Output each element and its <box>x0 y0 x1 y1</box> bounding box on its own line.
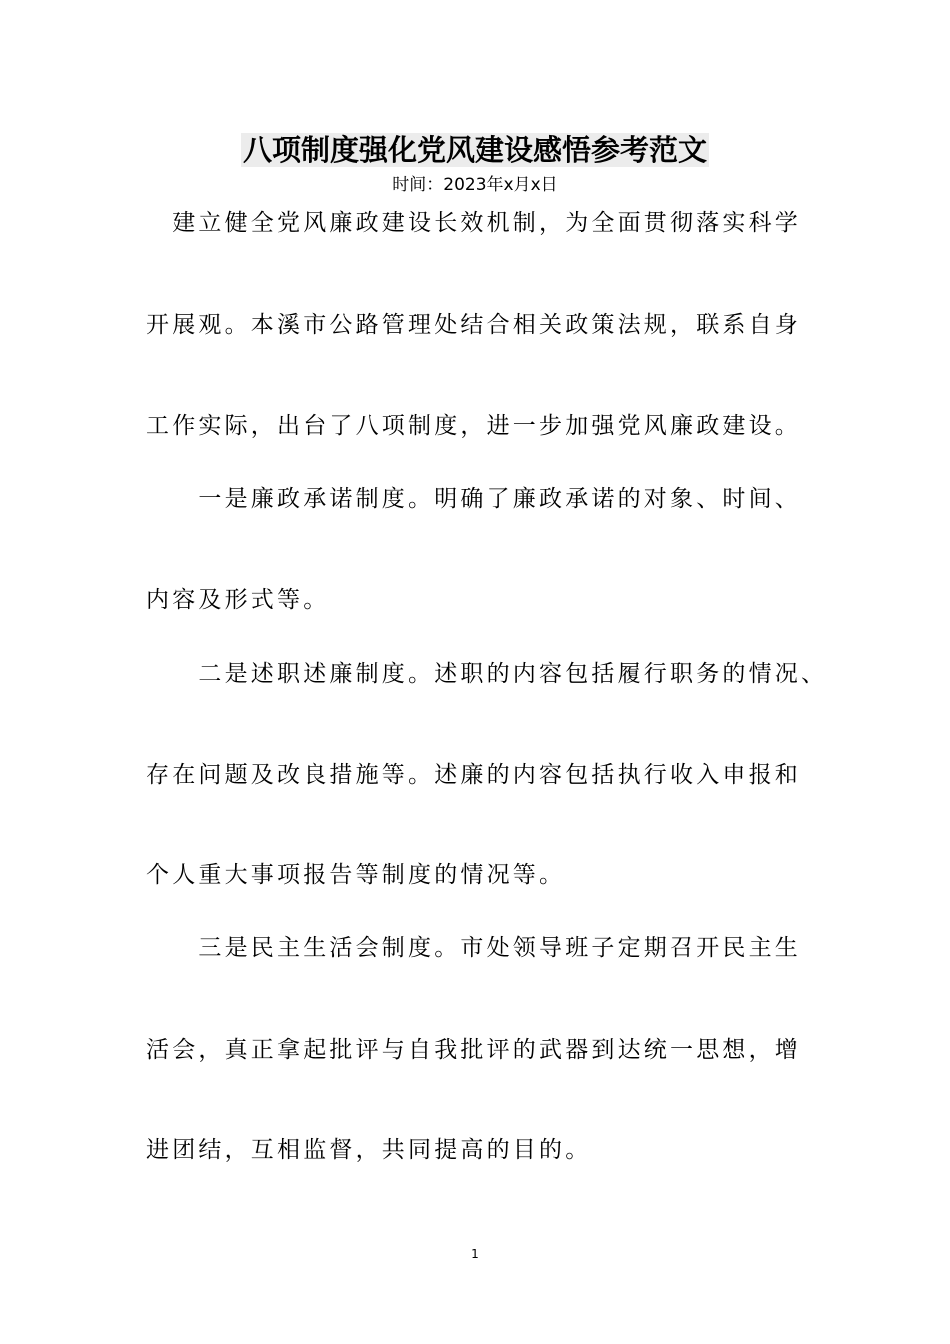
document-title <box>0 132 950 168</box>
body-line: 内容及形式等。 <box>146 587 330 613</box>
body-line: 三是民主生活会制度。市处领导班子定期召开民主生 <box>146 935 801 961</box>
body-line: 进团结，互相监督，共同提高的目的。 <box>146 1137 592 1163</box>
page-number: 1 <box>471 1247 479 1261</box>
document-date: 时间：2023年x月x日 <box>392 175 558 195</box>
body-line: 个人重大事项报告等制度的情况等。 <box>146 862 566 888</box>
document-title-text: 八项制度强化党风建设感悟参考范文 <box>242 133 707 167</box>
body-line: 一是廉政承诺制度。明确了廉政承诺的对象、时间、 <box>146 486 801 512</box>
body-line: 二是述职述廉制度。述职的内容包括履行职务的情况、 <box>146 661 828 687</box>
body-line: 开展观。本溪市公路管理处结合相关政策法规，联系自身 <box>146 312 801 338</box>
body-line: 活会，真正拿起批评与自我批评的武器到达统一思想，增 <box>146 1037 801 1063</box>
body-line: 工作实际，出台了八项制度，进一步加强党风廉政建设。 <box>146 413 801 439</box>
body-line: 存在问题及改良措施等。述廉的内容包括执行收入申报和 <box>146 762 801 788</box>
body-line: 建立健全党风廉政建设长效机制，为全面贯彻落实科学 <box>146 210 801 236</box>
